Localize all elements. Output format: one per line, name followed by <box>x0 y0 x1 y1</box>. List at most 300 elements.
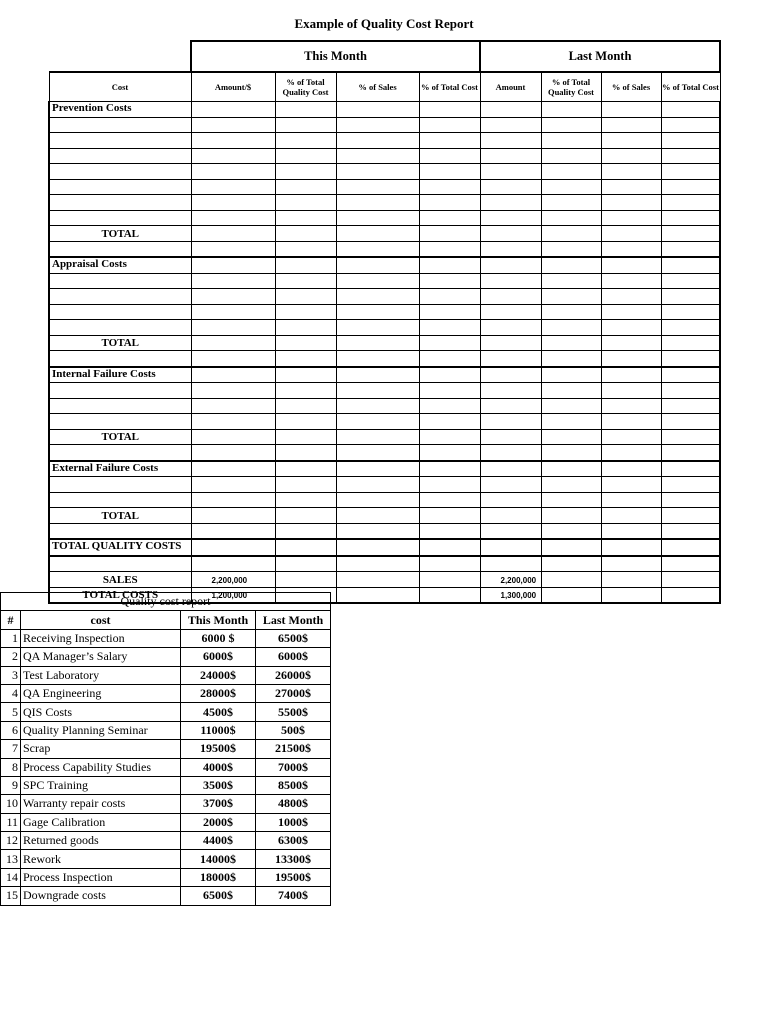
report-cell <box>191 164 275 180</box>
report-row <box>49 320 720 336</box>
report-cell <box>601 461 661 477</box>
report-cell <box>661 273 720 289</box>
report-cell <box>275 102 336 118</box>
report-cell <box>480 523 541 539</box>
cost-last-cell: 26000$ <box>256 666 331 684</box>
report-cell <box>541 117 601 133</box>
report-cell <box>336 523 419 539</box>
report-cell <box>336 289 419 305</box>
row-label: Internal Failure Costs <box>49 367 191 383</box>
report-cell <box>601 383 661 399</box>
report-cell <box>541 539 601 556</box>
report-cell <box>191 414 275 430</box>
report-cell <box>419 335 480 351</box>
report-cell <box>275 429 336 445</box>
report-cell <box>480 492 541 508</box>
report-cell <box>275 179 336 195</box>
report-cell <box>480 179 541 195</box>
report-cell <box>275 335 336 351</box>
row-label <box>49 414 191 430</box>
row-label: TOTAL <box>49 226 191 242</box>
column-header: % of Total Cost <box>419 72 480 102</box>
table-row <box>1 795 331 813</box>
report-cell <box>275 226 336 242</box>
row-label <box>49 556 191 572</box>
report-cell <box>661 304 720 320</box>
report-cell <box>191 477 275 493</box>
report-cell <box>541 289 601 305</box>
cost-last-cell: 1000$ <box>256 813 331 831</box>
report-cell <box>336 572 419 588</box>
report-cell <box>419 492 480 508</box>
report-cell <box>541 179 601 195</box>
report-cell <box>275 210 336 226</box>
cost-cost-cell: SPC Training <box>21 776 181 794</box>
report-cell <box>480 414 541 430</box>
column-header: cost <box>21 611 181 629</box>
table-row <box>1 758 331 776</box>
report-cell <box>275 351 336 367</box>
cost-n-cell: 13 <box>1 850 21 868</box>
report-cell <box>419 195 480 211</box>
report-cell <box>191 398 275 414</box>
report-title: Example of Quality Cost Report <box>294 16 474 31</box>
cost-cost-cell: Receiving Inspection <box>21 629 181 647</box>
report-cell <box>661 133 720 149</box>
report-row <box>49 257 720 273</box>
report-cell <box>336 367 419 383</box>
cost-this-cell: 24000$ <box>181 666 256 684</box>
report-cell <box>541 133 601 149</box>
report-cell <box>336 226 419 242</box>
cost-this-cell: 19500$ <box>181 740 256 758</box>
cost-this-cell: 11000$ <box>181 721 256 739</box>
report-cell <box>336 320 419 336</box>
row-label <box>49 273 191 289</box>
report-cell <box>661 210 720 226</box>
report-cell <box>480 477 541 493</box>
table-row <box>1 684 331 702</box>
report-cell <box>275 539 336 556</box>
column-header: % of Sales <box>601 72 661 102</box>
cost-last-cell: 6000$ <box>256 648 331 666</box>
cost-cost-cell: QA Engineering <box>21 684 181 702</box>
report-row <box>49 117 720 133</box>
cost-cost-cell: Returned goods <box>21 832 181 850</box>
report-cell <box>336 241 419 257</box>
total-costs-label: TOTAL COSTS <box>49 587 191 603</box>
report-cell <box>336 117 419 133</box>
report-row <box>49 304 720 320</box>
report-row <box>49 398 720 414</box>
report-cell <box>661 383 720 399</box>
report-cell <box>661 102 720 118</box>
table-row <box>1 832 331 850</box>
report-cell <box>336 508 419 524</box>
table-row <box>1 666 331 684</box>
report-cell <box>541 492 601 508</box>
report-cell <box>661 445 720 461</box>
report-cell <box>336 257 419 273</box>
report-cell <box>191 226 275 242</box>
cost-cost-cell: Process Inspection <box>21 868 181 886</box>
report-cell <box>275 133 336 149</box>
row-label <box>49 210 191 226</box>
report-cell <box>419 226 480 242</box>
cost-this-cell: 6500$ <box>181 887 256 905</box>
report-cell <box>191 367 275 383</box>
cost-n-cell: 1 <box>1 629 21 647</box>
report-cell <box>419 102 480 118</box>
report-cell <box>419 523 480 539</box>
report-cell <box>336 210 419 226</box>
row-label <box>49 398 191 414</box>
cost-n-cell: 11 <box>1 813 21 831</box>
report-cell <box>661 241 720 257</box>
report-cell <box>191 429 275 445</box>
report-cell <box>541 383 601 399</box>
header-row <box>1 611 331 629</box>
report-cell <box>480 398 541 414</box>
report-cell <box>661 179 720 195</box>
report-cell <box>419 241 480 257</box>
report-cell <box>541 398 601 414</box>
report-cell <box>601 508 661 524</box>
column-header: This Month <box>181 611 256 629</box>
report-cell <box>480 556 541 572</box>
sales-this-month: 2,200,000 <box>191 572 275 588</box>
cost-cost-cell: QA Manager’s Salary <box>21 648 181 666</box>
row-label <box>49 289 191 305</box>
report-cell <box>661 148 720 164</box>
cost-n-cell: 6 <box>1 721 21 739</box>
report-cell <box>336 195 419 211</box>
row-label <box>49 241 191 257</box>
report-cell <box>419 257 480 273</box>
report-cell <box>480 335 541 351</box>
report-cell <box>191 257 275 273</box>
report-cell <box>336 414 419 430</box>
report-cell <box>275 398 336 414</box>
report-row <box>49 289 720 305</box>
report-cell <box>275 195 336 211</box>
report-cell <box>336 445 419 461</box>
report-cell <box>601 587 661 603</box>
report-row <box>49 41 720 72</box>
report-cell <box>191 133 275 149</box>
row-label <box>49 492 191 508</box>
report-cell <box>480 539 541 556</box>
total-costs-this-month: 1,200,000 <box>191 587 275 603</box>
report-cell <box>275 523 336 539</box>
report-cell <box>275 556 336 572</box>
report-cell <box>541 226 601 242</box>
table-row <box>1 776 331 794</box>
report-cell <box>661 587 720 603</box>
report-cell <box>419 414 480 430</box>
report-cell <box>419 210 480 226</box>
report-cell <box>601 320 661 336</box>
report-row <box>49 102 720 118</box>
row-label <box>49 148 191 164</box>
column-header: % of Total Quality Cost <box>541 72 601 102</box>
report-cell <box>275 257 336 273</box>
cost-last-cell: 21500$ <box>256 740 331 758</box>
row-label <box>49 179 191 195</box>
cost-n-cell: 12 <box>1 832 21 850</box>
report-cell <box>419 304 480 320</box>
column-header: % of Total Quality Cost <box>275 72 336 102</box>
report-cell <box>275 320 336 336</box>
report-cell <box>541 241 601 257</box>
report-cell <box>336 461 419 477</box>
report-cell <box>601 335 661 351</box>
report-cell <box>480 367 541 383</box>
report-row <box>49 179 720 195</box>
report-cell <box>541 257 601 273</box>
report-cell <box>480 351 541 367</box>
report-cell <box>541 304 601 320</box>
report-cell <box>601 445 661 461</box>
row-label <box>49 320 191 336</box>
cost-last-cell: 4800$ <box>256 795 331 813</box>
report-cell <box>661 398 720 414</box>
report-cell <box>541 508 601 524</box>
report-cell <box>541 335 601 351</box>
report-row <box>49 556 720 572</box>
report-cell <box>275 414 336 430</box>
report-cell <box>419 148 480 164</box>
report-row <box>49 572 720 588</box>
cost-last-cell: 5500$ <box>256 703 331 721</box>
row-label <box>49 523 191 539</box>
report-row <box>49 492 720 508</box>
report-cell <box>191 320 275 336</box>
table-row <box>1 740 331 758</box>
cost-n-cell: 2 <box>1 648 21 666</box>
cost-n-cell: 3 <box>1 666 21 684</box>
cost-last-cell: 7400$ <box>256 887 331 905</box>
report-cell <box>601 523 661 539</box>
report-row <box>49 383 720 399</box>
cost-this-cell: 6000$ <box>181 648 256 666</box>
report-cell <box>191 539 275 556</box>
report-cell <box>419 179 480 195</box>
report-cell <box>191 383 275 399</box>
cost-data-table <box>0 592 331 906</box>
report-cell <box>541 477 601 493</box>
report-cell <box>419 398 480 414</box>
report-cell <box>275 117 336 133</box>
report-row <box>49 367 720 383</box>
report-cell <box>191 273 275 289</box>
report-cell <box>661 195 720 211</box>
cost-last-cell: 500$ <box>256 721 331 739</box>
report-cell <box>275 241 336 257</box>
report-cell <box>601 556 661 572</box>
report-cell <box>601 414 661 430</box>
report-cell <box>541 572 601 588</box>
cost-this-cell: 6000 $ <box>181 629 256 647</box>
report-cell <box>275 164 336 180</box>
report-cell <box>541 102 601 118</box>
cost-last-cell: 8500$ <box>256 776 331 794</box>
sales-label: SALES <box>49 572 191 588</box>
cost-last-cell: 6300$ <box>256 832 331 850</box>
report-cell <box>275 572 336 588</box>
cost-this-cell: 4400$ <box>181 832 256 850</box>
table-row <box>1 868 331 886</box>
table-row <box>1 629 331 647</box>
cost-last-cell: 13300$ <box>256 850 331 868</box>
report-cell <box>661 492 720 508</box>
cost-n-cell: 8 <box>1 758 21 776</box>
cost-this-cell: 28000$ <box>181 684 256 702</box>
report-cell <box>601 164 661 180</box>
caption-row <box>1 593 331 611</box>
report-cell <box>661 461 720 477</box>
report-cell <box>419 556 480 572</box>
report-cell <box>661 429 720 445</box>
report-cell <box>336 164 419 180</box>
report-cell <box>419 367 480 383</box>
report-cell <box>419 133 480 149</box>
report-cell <box>419 429 480 445</box>
report-row <box>49 226 720 242</box>
report-cell <box>275 383 336 399</box>
column-header: Amount <box>480 72 541 102</box>
report-row <box>49 195 720 211</box>
report-cell <box>601 367 661 383</box>
report-cell <box>419 320 480 336</box>
report-cell <box>480 445 541 461</box>
report-row <box>49 477 720 493</box>
report-cell <box>480 304 541 320</box>
report-cell <box>275 492 336 508</box>
total-costs-last-month: 1,300,000 <box>480 587 541 603</box>
report-cell <box>601 148 661 164</box>
report-cell <box>191 523 275 539</box>
report-cell <box>541 164 601 180</box>
report-cell <box>419 289 480 305</box>
row-label: External Failure Costs <box>49 461 191 477</box>
row-label: TOTAL <box>49 429 191 445</box>
report-cell <box>275 461 336 477</box>
report-cell <box>541 367 601 383</box>
cost-n-cell: 9 <box>1 776 21 794</box>
report-cell <box>541 445 601 461</box>
report-row <box>49 241 720 257</box>
report-cell <box>661 164 720 180</box>
report-cell <box>541 523 601 539</box>
report-cell <box>601 398 661 414</box>
table-row <box>1 850 331 868</box>
cost-this-cell: 14000$ <box>181 850 256 868</box>
report-cell <box>661 508 720 524</box>
report-row <box>49 72 720 102</box>
report-row <box>49 148 720 164</box>
report-cell <box>541 320 601 336</box>
cost-n-cell: 5 <box>1 703 21 721</box>
report-cell <box>480 508 541 524</box>
row-label: TOTAL <box>49 508 191 524</box>
report-row <box>49 414 720 430</box>
cost-this-cell: 4000$ <box>181 758 256 776</box>
report-cell <box>336 335 419 351</box>
report-cell <box>275 289 336 305</box>
cost-cost-cell: Test Laboratory <box>21 666 181 684</box>
quality-cost-report-table <box>48 40 721 604</box>
report-cell <box>191 508 275 524</box>
cost-last-cell: 19500$ <box>256 868 331 886</box>
report-cell <box>419 351 480 367</box>
report-cell <box>541 351 601 367</box>
last-month-header: Last Month <box>480 41 720 72</box>
report-row <box>49 523 720 539</box>
report-cell <box>336 148 419 164</box>
cost-n-cell: 7 <box>1 740 21 758</box>
report-cell <box>601 351 661 367</box>
report-cell <box>601 289 661 305</box>
report-row <box>49 335 720 351</box>
sales-last-month: 2,200,000 <box>480 572 541 588</box>
row-label: Prevention Costs <box>49 102 191 118</box>
report-cell <box>419 508 480 524</box>
report-cell <box>336 492 419 508</box>
report-cell <box>419 477 480 493</box>
report-cell <box>419 587 480 603</box>
report-cell <box>275 148 336 164</box>
report-cell <box>336 273 419 289</box>
report-cell <box>480 148 541 164</box>
row-label: TOTAL QUALITY COSTS <box>49 539 191 556</box>
report-cell <box>601 539 661 556</box>
row-label <box>49 133 191 149</box>
table-row <box>1 813 331 831</box>
cost-cost-cell: Process Capability Studies <box>21 758 181 776</box>
report-cell <box>336 179 419 195</box>
report-row <box>49 273 720 289</box>
cost-this-cell: 18000$ <box>181 868 256 886</box>
report-cell <box>336 429 419 445</box>
report-cell <box>661 556 720 572</box>
row-label <box>49 195 191 211</box>
cost-last-cell: 6500$ <box>256 629 331 647</box>
cost-cost-cell: Gage Calibration <box>21 813 181 831</box>
report-cell <box>541 587 601 603</box>
report-cell <box>480 289 541 305</box>
cost-n-cell: 15 <box>1 887 21 905</box>
table-caption: Quality cost report <box>1 593 331 611</box>
report-cell <box>541 414 601 430</box>
cost-cost-cell: Scrap <box>21 740 181 758</box>
report-cell <box>336 556 419 572</box>
column-header: % of Total Cost <box>661 72 720 102</box>
cost-cost-cell: Downgrade costs <box>21 887 181 905</box>
report-cell <box>480 429 541 445</box>
report-cell <box>480 257 541 273</box>
column-header: % of Sales <box>336 72 419 102</box>
report-cell <box>480 210 541 226</box>
report-cell <box>601 117 661 133</box>
report-cell <box>541 556 601 572</box>
cost-n-cell: 10 <box>1 795 21 813</box>
table-row <box>1 703 331 721</box>
report-row <box>49 429 720 445</box>
report-cell <box>419 117 480 133</box>
report-cell <box>480 241 541 257</box>
report-cell <box>480 226 541 242</box>
